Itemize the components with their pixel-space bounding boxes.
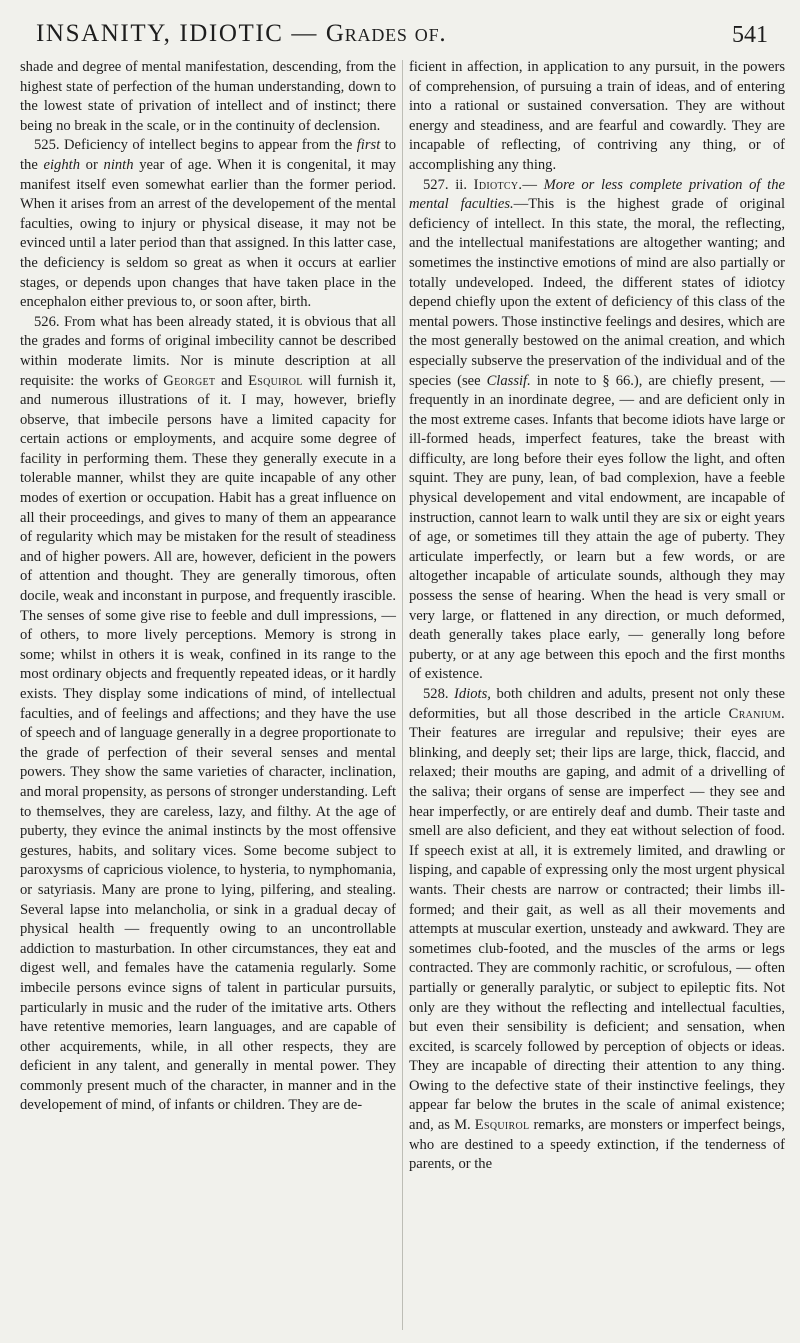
paragraph-continued <box>20 58 396 136</box>
paragraph-527 <box>409 176 785 685</box>
paragraph-text: and <box>215 372 249 389</box>
italic-text: Idiots, <box>454 686 491 702</box>
italic-text: first <box>356 137 381 154</box>
paragraph-528 <box>409 685 785 1175</box>
paragraph-text: or <box>80 156 104 173</box>
paragraph-text: shade and degree of mental manifestation, descending, from the highest state of perfection of the human understanding, down to the lowest state of privation of intellect and of instinct; there being no break in the scale, or in the continuity of declension. <box>20 59 396 134</box>
page-header <box>0 18 800 52</box>
paragraph-526 <box>20 313 396 1116</box>
running-head-dash: — <box>283 20 326 47</box>
column-divider <box>402 60 403 1330</box>
paragraph-number: 526. <box>34 313 64 330</box>
paragraph-text: ficient in affection, in application to any pursuit, in the powers of comprehension, of pursuing a train of ideas, and of entering into a rational or sustained conversation. They are without energy and steadiness, and are fearful and cowardly. They are incapable of reflecting, of contriving any thing, or of accomplishing any thing. <box>409 59 785 173</box>
running-head <box>36 20 446 48</box>
paragraph-text: Their features are irregular and repulsive; their eyes are blinking, and deeply set; their lips are large, thick, flaccid, and relaxed; their mouths are gaping, and admit of a drivelling of the saliva; their organs of sense are imperfect — they see and hear imperfectly, or are entirely deaf and dumb. Their taste and smell are also deficient, and they eat without selection of food. If speech exist at all, it is extremely limited, and drawling or lisping, and capable of expressing only the most urgent physical wants. Their chests are narrow or contracted; their limbs ill-formed; and their gait, as well as all their movements and attempts at muscular exertion, unsteady and awkward. They are sometimes club-footed, and the muscles of the arms or legs contracted. They are commonly rachitic, or scrofulous, — often partially or generally paralytic, or subject to epileptic fits. Not only are they without the reflecting and intellectual faculties, but even their sensibility is deficient; and sensation, when excited, is scarcely followed by perception of objects or ideas. They are incapable of directing their attention to any thing. Owing to the defective state of their instinctive feelings, they appear far below the brutes in the scale of animal existence; and, as M. <box>409 725 785 1134</box>
italic-text: eighth <box>43 156 80 173</box>
italic-text: ninth <box>103 156 134 173</box>
paragraph-text: in note to § 66.), are chiefly present, — frequently in an inordinate degree, — and are deficient only in the most extreme cases. Infants that become idiots have large or ill-formed heads, imperfect features, take the breast with difficulty, are long before their eyes follow the light, and often squint. They are puny, lean, of bad complexion, have a feeble physical developement and vital endowment, are incapable of instruction, cannot learn to walk until they are six or eight years of age, or sometimes till they attain the age of puberty. They articulate imperfectly, or learn but a few words, or are altogether incapable of articulate sounds, although they may possess the sense of hearing. When the head is very small or very large, or flattened in any direction, or much deformed, death generally takes place early, — generally long before puberty, or at any age between this epoch and the first months of existence. <box>409 372 785 683</box>
page-number: 541 <box>732 22 768 48</box>
paragraph-text: — <box>522 176 544 193</box>
paragraph-text: From what has been already stated, it is obvious that all the grades and forms of original imbecility cannot be described within moderate limits. Nor is minute description at all requisite: the works of <box>20 313 397 389</box>
paragraph-text: Deficiency of intellect begins to appear from the <box>63 137 357 154</box>
paragraph-number: 527. ii. <box>423 176 474 193</box>
paragraph-525 <box>20 136 396 312</box>
paragraph-text: remarks, are monsters or imperfect beings, who are destined to a speedy extinction, if the tenderness of parents, or the <box>409 1117 785 1173</box>
italic-text: More or less complete privation of the mental faculties. <box>409 176 785 213</box>
author-name: Esquirol <box>248 372 303 389</box>
italic-text: Classif. <box>486 372 531 389</box>
paragraph-text: both children and adults, present not only these deformities, but all those described in the article <box>409 686 786 722</box>
left-column <box>20 58 396 1116</box>
paragraph-number: 525. <box>34 137 64 154</box>
author-name: Esquirol <box>474 1117 530 1134</box>
article-reference: Cranium. <box>728 705 785 722</box>
paragraph-text: will furnish it, and numerous illustrations of it. I may, however, briefly observe, that imbecile persons have a limited capacity for certain actions or employments, and acquire some degree of facility in performing them. These they generally execute in a tolerable manner, whilst they are quite incapable of any other modes of exertion or occupation. Habit has a great influence on all their proceedings, and gives to many of them an appearance of regularity which may be mistaken for the result of steadiness and of higher powers. All are, however, deficient in the powers of attention and thought. They are generally timorous, often docile, weak and inconstant in purpose, and frequently irascible. The senses of some give rise to feeble and dull impressions, — of others, to more lively perceptions. Memory is strong in some; whilst in others it is weak, confined in its range to the most ordinary objects and frequently repeated ideas, or it hardly exists. They display some indications of mind, of intellectual faculties, and of feelings and affections; and they have the use of speech and of language generally in a degree proportionate to the grade of perfection of their several senses and mental powers. They show the same varieties of character, inclination, and moral propensity, as persons of stronger understanding. Left to themselves, they are careless, lazy, and filthy. At the age of puberty, they evince the animal instincts by the most offensive gestures, habits, and solitary vices. Some become subject to paroxysms of capricious violence, to hysteria, to nymphomania, or satyriasis. Many are prone to lying, pilfering, and stealing. Several lapse into melancholia, or sink in a gradual decay of physical health — frequently owing to an uncontrollable addiction to masturbation. In other circumstances, they eat and digest well, and females have the catamenia regularly. Some imbecile persons evince signs of talent in particular pursuits, particularly in music and the ruder of the imitative arts. Others have retentive memories, learn languages, and are capable of other acquirements, while, in all other respects, they are deficient in any talent, and generally in mental power. They commonly present much of the character, in manner and in the developement of mind, of infants or children. They are de- <box>20 372 396 1114</box>
paragraph-number: 528. <box>423 686 455 702</box>
running-head-main: INSANITY, IDIOTIC <box>36 20 284 47</box>
author-name: Georget <box>163 372 216 389</box>
paragraph-text: year of age. When it is congenital, it may manifest itself even somewhat earlier than the former period. When it arises from an arrest of the developement of the mental faculties, owing to injury or physical disease, it may not be evinced until a later period than that assigned. In this latter case, the deficiency is seldom so great as when it occurs at earlier stages, or depends upon changes that have taken place in the encephalon either previous to, or soon after, birth. <box>20 156 396 311</box>
paragraph-continued <box>409 58 785 176</box>
paragraph-text: —This is the highest grade of original deficiency of intellect. In this state, the moral, the reflecting, and the intellectual manifestations are altogether wanting; and sometimes the instinctive emotions of mind are also partially or totally undeveloped. Indeed, the different states of idiotcy depend chiefly upon the extent of deficiency of this class of the mental powers. Those instinctive feelings and desires, which are the most generally bestowed on the animal creation, and which especially subserve the preservation of the individual and of the species (see <box>409 196 785 389</box>
section-heading: Idiotcy. <box>473 176 523 193</box>
running-head-subtitle: Grades of. <box>325 20 447 47</box>
right-column <box>409 58 785 1175</box>
paragraph-text: to the <box>20 137 397 173</box>
